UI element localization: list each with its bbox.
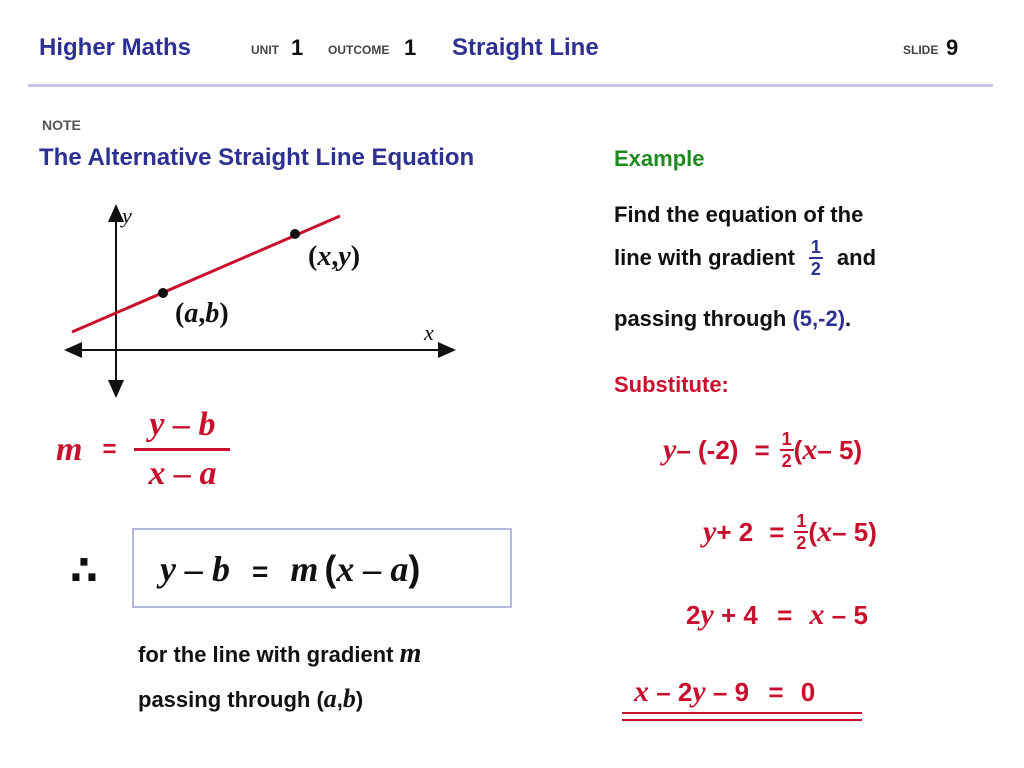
- result-equation: y – b = m (x – a): [160, 548, 421, 589]
- final-answer-underline-bottom: [622, 719, 862, 721]
- course-title: Higher Maths: [39, 34, 192, 61]
- example-question-line-3: passing through (5,-2).: [614, 306, 852, 331]
- substitute-label: Substitute:: [614, 372, 729, 397]
- point-ab-label: (a,b): [175, 298, 229, 329]
- caption-line-2: passing through (a,b): [138, 684, 364, 713]
- point-ab-dot: [158, 288, 168, 298]
- example-question-line-1: Find the equation of the: [614, 202, 864, 227]
- note-label: NOTE: [42, 117, 81, 133]
- line-graph: [60, 200, 460, 400]
- point-xy-dot: [290, 229, 300, 239]
- point-xy-label: (x,y): [308, 241, 361, 272]
- header-divider: [28, 84, 993, 87]
- slide-label: SLIDE: [903, 43, 939, 57]
- unit-label: UNIT: [251, 43, 279, 57]
- topic-title: Straight Line: [452, 34, 599, 61]
- example-question-line-2: line with gradient $\frac{1}{2}$ and: [614, 237, 877, 279]
- outcome-value: 1: [404, 35, 417, 60]
- outcome-label: OUTCOME: [328, 43, 390, 57]
- gradient-formula: m = $\frac{y - b}{x - a}$: [56, 408, 230, 491]
- example-label: Example: [614, 146, 705, 171]
- x-axis-label: x: [424, 320, 434, 345]
- gradient-fraction: $\frac{y - b}{x - a}$: [134, 408, 230, 491]
- final-answer-underline-top: [622, 712, 862, 714]
- final-answer: x – 2y – 9 = 0: [634, 675, 816, 708]
- step-1: y – (-2) = $\frac{1}{2}$ ( x – 5 ): [663, 429, 863, 471]
- unit-value: 1: [291, 35, 304, 60]
- note-heading: The Alternative Straight Line Equation: [39, 144, 475, 171]
- y-axis-label: y: [122, 203, 132, 228]
- therefore-symbol: ∴: [70, 549, 98, 593]
- step-2: y + 2 = $\frac{1}{2}$ ( x – 5 ): [703, 511, 877, 553]
- step-3: 2y + 4 = x – 5: [686, 598, 868, 631]
- gradient-half-fraction: $\frac{1}{2}$: [810, 237, 821, 279]
- caption-line-1: for the line with gradient m: [138, 638, 422, 669]
- slide-number: 9: [946, 35, 959, 60]
